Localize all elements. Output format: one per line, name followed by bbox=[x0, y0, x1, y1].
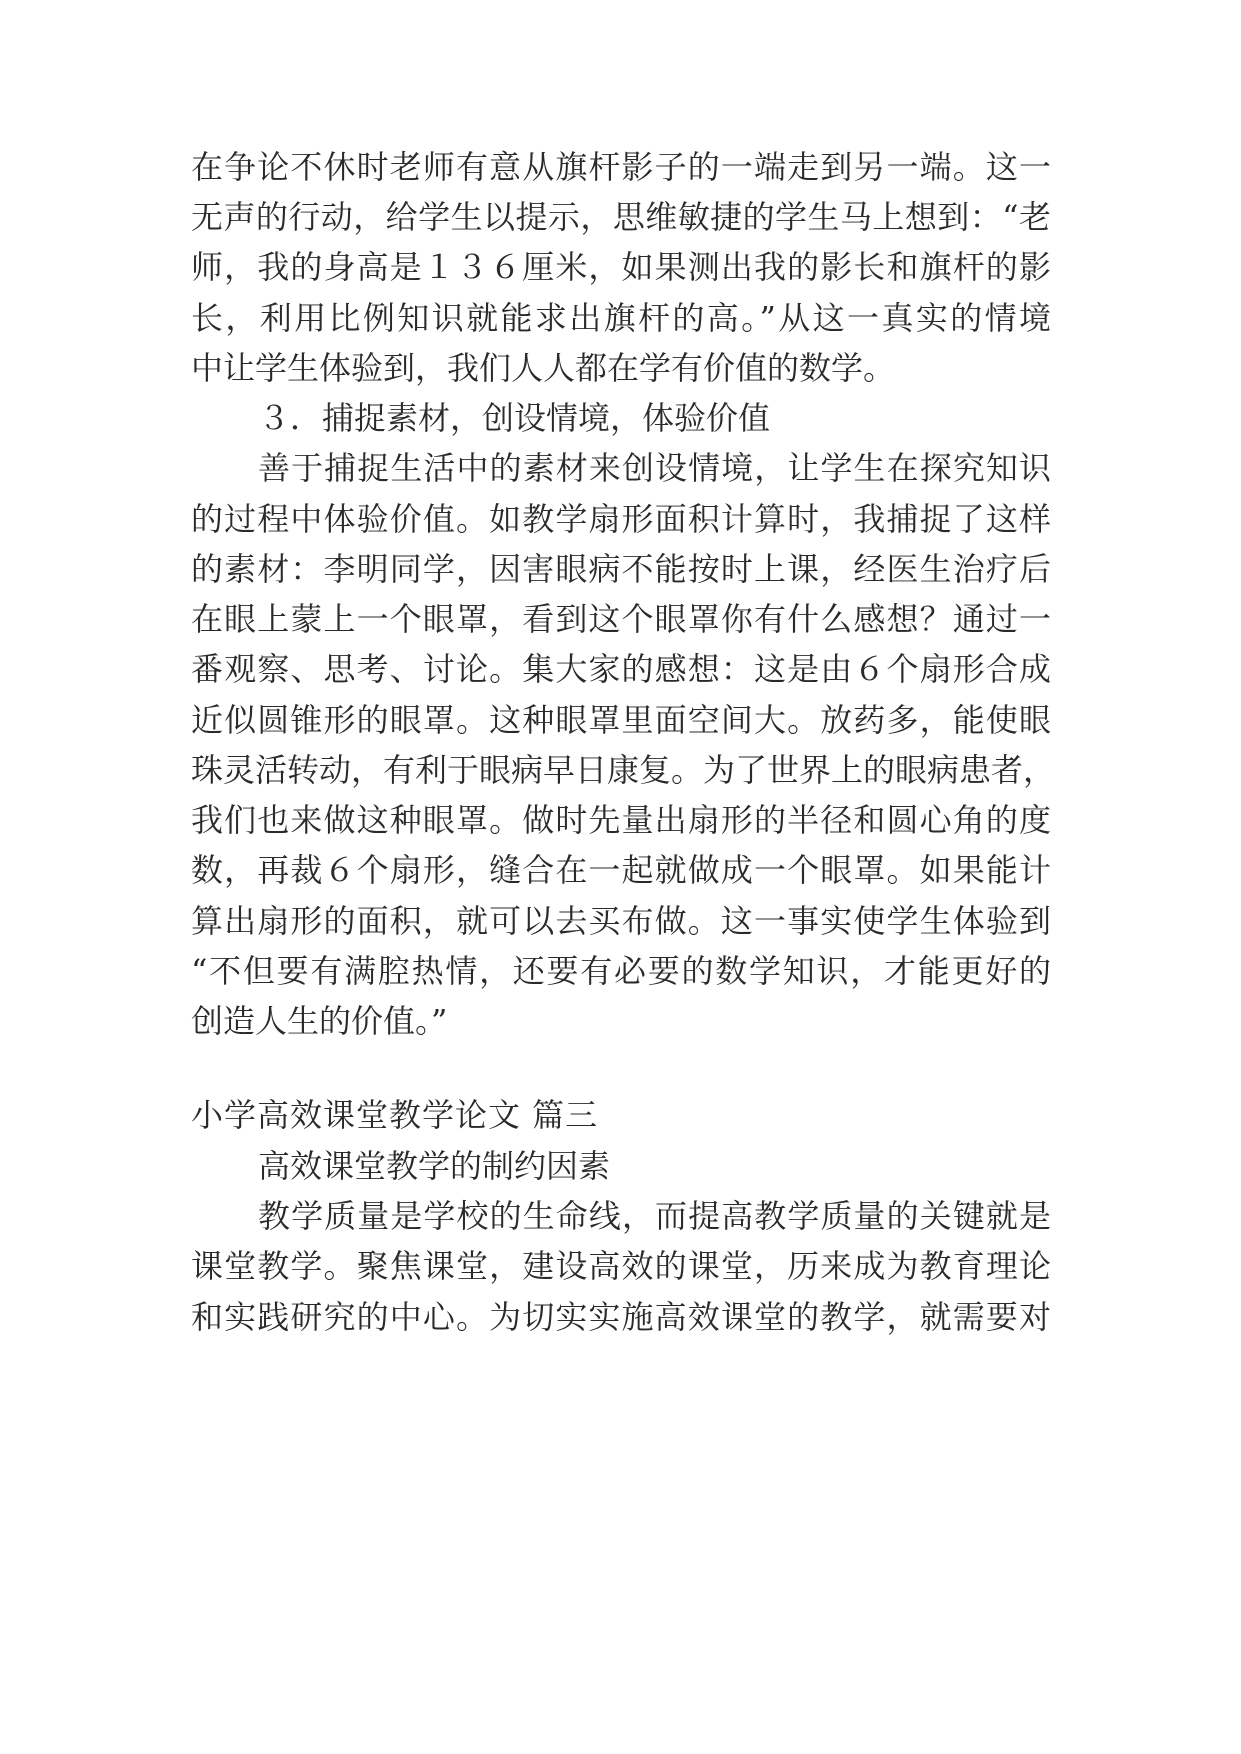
paragraph-line: 珠灵活转动，有利于眼病早日康复。为了世界上的眼病患者， bbox=[191, 751, 1056, 789]
paragraph-line: 课堂教学。聚焦课堂，建设高效的课堂，历来成为教育理论 bbox=[191, 1247, 1051, 1285]
paragraph-line: 无声的行动，给学生以提示，思维敏捷的学生马上想到：“老 bbox=[191, 198, 1051, 236]
paragraph-line: 在争论不休时老师有意从旗杆影子的一端走到另一端。这一 bbox=[191, 148, 1051, 186]
paragraph-line: 在眼上蒙上一个眼罩，看到这个眼罩你有什么感想？通过一 bbox=[191, 600, 1051, 638]
paragraph-line: 近似圆锥形的眼罩。这种眼罩里面空间大。放药多，能使眼 bbox=[191, 701, 1051, 739]
paragraph-line: 善于捕捉生活中的素材来创设情境，让学生在探究知识 bbox=[258, 449, 1051, 487]
paragraph-line: 番观察、思考、讨论。集大家的感想：这是由６个扇形合成 bbox=[191, 650, 1051, 688]
paragraph-line: “不但要有满腔热情，还要有必要的数学知识，才能更好的 bbox=[191, 952, 1051, 990]
paragraph-line: 我们也来做这种眼罩。做时先量出扇形的半径和圆心角的度 bbox=[191, 801, 1051, 839]
section-title: ３．捕捉素材，创设情境，体验价值 bbox=[258, 399, 771, 437]
paragraph-line: 长，利用比例知识就能求出旗杆的高。”从这一真实的情境 bbox=[191, 299, 1051, 337]
paragraph-line: 的过程中体验价值。如教学扇形面积计算时，我捕捉了这样 bbox=[191, 500, 1051, 538]
paragraph-line: 数，再裁６个扇形，缝合在一起就做成一个眼罩。如果能计 bbox=[191, 851, 1051, 889]
paragraph-line: 创造人生的价值。” bbox=[191, 1002, 448, 1040]
paragraph-line: 和实践研究的中心。为切实实施高效课堂的教学，就需要对 bbox=[191, 1298, 1051, 1336]
article-heading: 小学高效课堂教学论文 篇三 bbox=[191, 1096, 599, 1134]
paragraph-line: 师，我的身高是１３６厘米，如果测出我的影长和旗杆的影 bbox=[191, 248, 1051, 286]
paragraph-line: 的素材：李明同学，因害眼病不能按时上课，经医生治疗后 bbox=[191, 550, 1051, 588]
paragraph-line: 教学质量是学校的生命线，而提高教学质量的关键就是 bbox=[258, 1197, 1051, 1235]
article-subtitle: 高效课堂教学的制约因素 bbox=[258, 1147, 611, 1185]
paragraph-line: 算出扇形的面积，就可以去买布做。这一事实使学生体验到 bbox=[191, 902, 1051, 940]
paragraph-line: 中让学生体验到，我们人人都在学有价值的数学。 bbox=[191, 349, 896, 387]
